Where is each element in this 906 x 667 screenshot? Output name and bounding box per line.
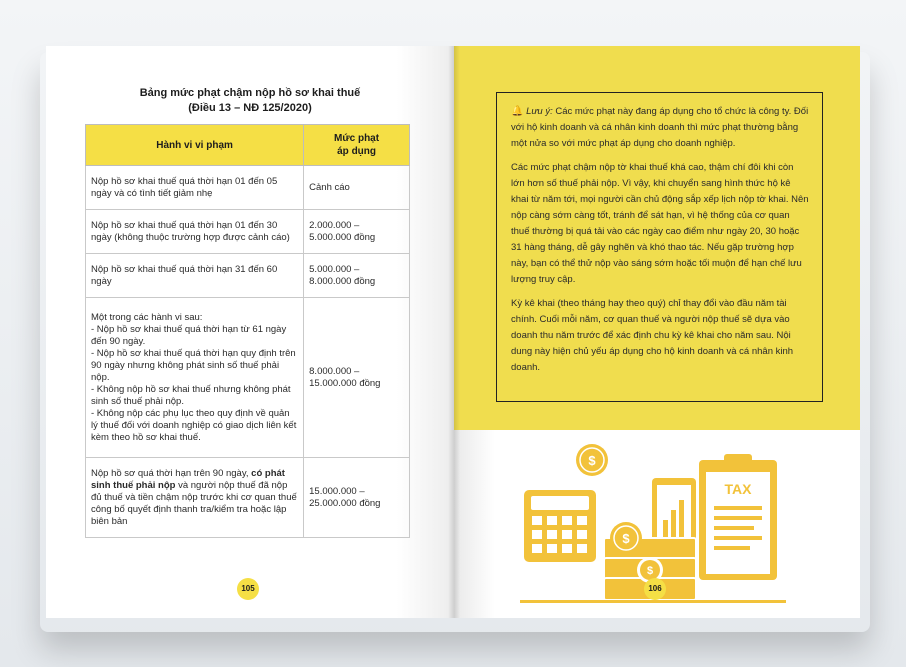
header-penalty-line2: áp dụng <box>337 146 377 157</box>
coin-icon <box>576 444 608 476</box>
table-header-row <box>86 125 410 166</box>
tax-label: TAX <box>724 481 752 497</box>
table-row <box>86 166 410 210</box>
note-content <box>511 104 809 384</box>
right-page <box>454 46 860 618</box>
violation-text: Nộp hồ sơ quá thời hạn trên 90 ngày, <box>91 467 252 479</box>
penalty-cell: 5.000.000 – 8.000.000 đồng <box>304 254 410 298</box>
penalty-cell: 8.000.000 – 15.000.000 đồng <box>304 298 410 458</box>
table-row <box>86 210 410 254</box>
dollar-sign: $ <box>588 453 596 468</box>
table-row <box>86 458 410 538</box>
left-page <box>46 46 454 618</box>
dollar-sign: $ <box>622 531 630 546</box>
header-violation: Hành vi vi phạm <box>86 125 304 166</box>
violation-item: - Nộp hồ sơ khai thuế quá thời hạn quy định trên 90 ngày nhưng không phát sinh số thuế phải nộp. <box>91 347 296 383</box>
page-number-right: 106 <box>644 578 666 600</box>
penalty-cell: Cảnh cáo <box>304 166 410 210</box>
violation-cell: Nộp hồ sơ khai thuế quá thời hạn 01 đến 05 ngày và có tình tiết giảm nhẹ <box>86 166 304 210</box>
table-row <box>86 254 410 298</box>
dollar-sign: $ <box>646 565 654 577</box>
bell-icon: 🔔 <box>511 106 524 117</box>
coin-icon <box>610 522 642 554</box>
tax-document-icon <box>699 454 777 580</box>
violation-item: - Nộp hồ sơ khai thuế quá thời hạn từ 61 ngày đến 90 ngày. <box>91 323 287 347</box>
note-label: Lưu ý: <box>526 106 553 117</box>
violation-item: - Không nộp hồ sơ khai thuế nhưng không phát sinh số thuế phải nộp. <box>91 383 291 407</box>
violation-intro: Một trong các hành vi sau: <box>91 311 203 323</box>
violation-cell <box>86 298 304 458</box>
note-text: Các mức phạt này đang áp dụng cho tổ chức là công ty. Đối với hộ kinh doanh và cá nhân kinh doanh thì mức phạt thường bằng một nửa so với mức phạt áp dụng cho doanh nghiệp. <box>511 106 809 149</box>
note-paragraph <box>511 104 809 152</box>
yellow-panel <box>454 46 860 430</box>
violation-cell: Nộp hồ sơ khai thuế quá thời hạn 01 đến 30 ngày (không thuộc trường hợp được cảnh cáo) <box>86 210 304 254</box>
penalty-cell: 15.000.000 – 25.000.000 đồng <box>304 458 410 538</box>
violation-emphasis: có phát sinh thuế phải nộp <box>91 467 285 491</box>
calculator-icon <box>524 490 596 562</box>
penalty-cell: 2.000.000 – 5.000.000 đồng <box>304 210 410 254</box>
violation-cell: Nộp hồ sơ khai thuế quá thời hạn 31 đến 60 ngày <box>86 254 304 298</box>
paragraph-filing-period: Kỳ kê khai (theo tháng hay theo quý) chỉ thay đổi vào đầu năm tài chính. Cuối mỗi năm, cơ quan thuế và người nộp thuế sẽ dựa vào doanh thu năm trước để xác định chu kỳ kê khai cho năm sau. Nội dung này hiện chủ yếu áp dụng cho hộ kinh doanh và cá nhân kinh doanh. <box>511 298 794 373</box>
page-number-left: 105 <box>237 578 259 600</box>
violation-item: - Không nộp các phụ lục theo quy định về quản lý thuế đối với doanh nghiệp có giao dịch liên kết kèm theo hồ sơ khai thuế. <box>91 407 297 443</box>
book-gutter <box>448 46 460 618</box>
table-row <box>86 298 410 458</box>
ground-line <box>520 600 786 603</box>
penalty-table <box>85 124 410 538</box>
paragraph-deadline-advice: Các mức phạt chậm nộp tờ khai thuế khá cao, thậm chí đôi khi còn lớn hơn số thuế phải nộp. Vì vậy, khi chuyển sang hình thức hộ kê khai từ năm tới, mọi người cần chủ động sắp xếp lịch nộp tờ khai. Nên nộp càng sớm càng tốt, tránh để sát hạn, vì hệ thống của cơ quan thuế thường bị quá tải vào các ngày cao điểm như ngày 20, 30 hoặc 31 hàng tháng, dễ gây nghẽn và khó thao tác. Nếu gặp trường hợp này, bạn có thể thử nộp vào sáng sớm hoặc tối muộn để hạn chế lưu lượng truy cập. <box>511 162 809 285</box>
header-penalty-line1: Mức phạt <box>334 133 380 144</box>
table-title-line1: Bảng mức phạt chậm nộp hồ sơ khai thuế <box>139 87 361 99</box>
header-penalty <box>304 125 410 166</box>
violation-cell <box>86 458 304 538</box>
violation-text: và người nộp thuế đã nộp đủ thuế và tiền chậm nộp trước khi cơ quan thuế công bố quyết định thanh tra/kiểm tra hoặc lập biên bản <box>91 479 297 527</box>
table-title-line2: (Điều 13 – NĐ 125/2020) <box>188 102 312 114</box>
note-box <box>496 92 823 402</box>
